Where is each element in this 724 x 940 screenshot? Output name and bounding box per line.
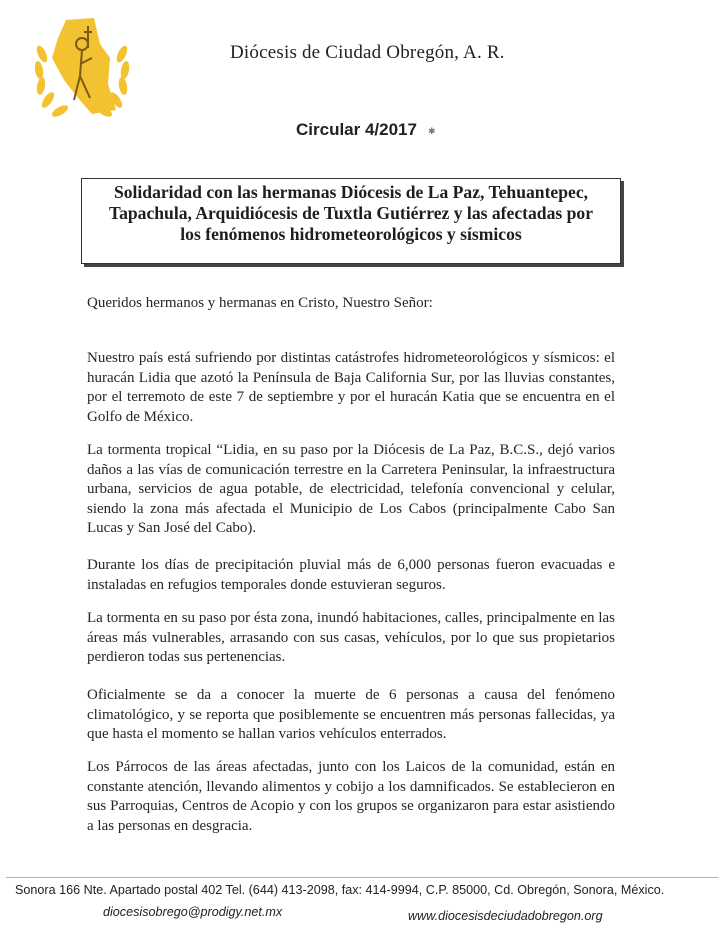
circular-number: Circular 4/2017 (296, 120, 417, 139)
organization-name: Diócesis de Ciudad Obregón, A. R. (230, 42, 505, 63)
diocese-seal-icon (30, 14, 134, 124)
title-box (81, 178, 621, 264)
footer-website-link[interactable]: www.diocesisdeciudadobregon.org (408, 909, 603, 923)
title-line: los fenómenos hidrometeorológicos y sísmicos (180, 224, 522, 244)
scan-speck: ✱ (428, 126, 436, 136)
body-paragraph: Durante los días de precipitación pluvial más de 6,000 personas fueron evacuadas e instaladas en refugios temporales donde estuvieran seguros. (87, 557, 615, 593)
body-paragraph: Nuestro país está sufriendo por distintas catástrofes hidrometeorológicos y sísmicos: el huracán Lidia que azotó la Península de Baja California Sur, por las lluvias constantes, por el terremoto de este 7 de septiembre y por el huracán Katia que se encuentra en el Golfo de México. (87, 350, 615, 425)
footer-address: Sonora 166 Nte. Apartado postal 402 Tel. (644) 413-2098, fax: 414-9994, C.P. 85000, Cd. Obregón, Sonora, México. (15, 883, 665, 897)
body-paragraph: Los Párrocos de las áreas afectadas, junto con los Laicos de la comunidad, están en constante atención, llevando alimentos y cobijo a los damnificados. Se establecieron en sus Parroquias, Centros de Acopio y con los grupos se organizaron para estar asistiendo a las personas en desgracia. (87, 759, 615, 834)
body-paragraph: La tormenta tropical “Lidia, en su paso por la Diócesis de La Paz, B.C.S., dejó varios daños a las vías de comunicación terrestre en la Carretera Peninsular, la infraestructura urbana, servicios de agua potable, de electricidad, telefonía convencional y celular, siendo la zona más afectada el Municipio de Los Cabos (principalmente Cabo San Lucas y San José del Cabo). (87, 442, 615, 536)
footer-divider (6, 877, 718, 878)
body-paragraph: Oficialmente se da a conocer la muerte de 6 personas a causa del fenómeno climatológico, y se reporta que posiblemente se encuentren más personas fallecidas, ya que hasta el momento se hallan varios vehículos enterrados. (87, 687, 615, 742)
title-line: Tapachula, Arquidiócesis de Tuxtla Gutiérrez y las afectadas por (108, 203, 594, 223)
footer-email-link[interactable]: diocesisobrego@prodigy.net.mx (103, 905, 283, 919)
title-line: Solidaridad con las hermanas Diócesis de La Paz, Tehuantepec, (113, 182, 589, 202)
greeting: Queridos hermanos y hermanas en Cristo, Nuestro Señor: (87, 295, 433, 311)
body-paragraph: La tormenta en su paso por ésta zona, inundó habitaciones, calles, principalmente en las áreas más vulnerables, arrasando con sus casas, vehículos, por lo que sus propietarios perdieron todas sus pertenencias. (87, 610, 615, 665)
